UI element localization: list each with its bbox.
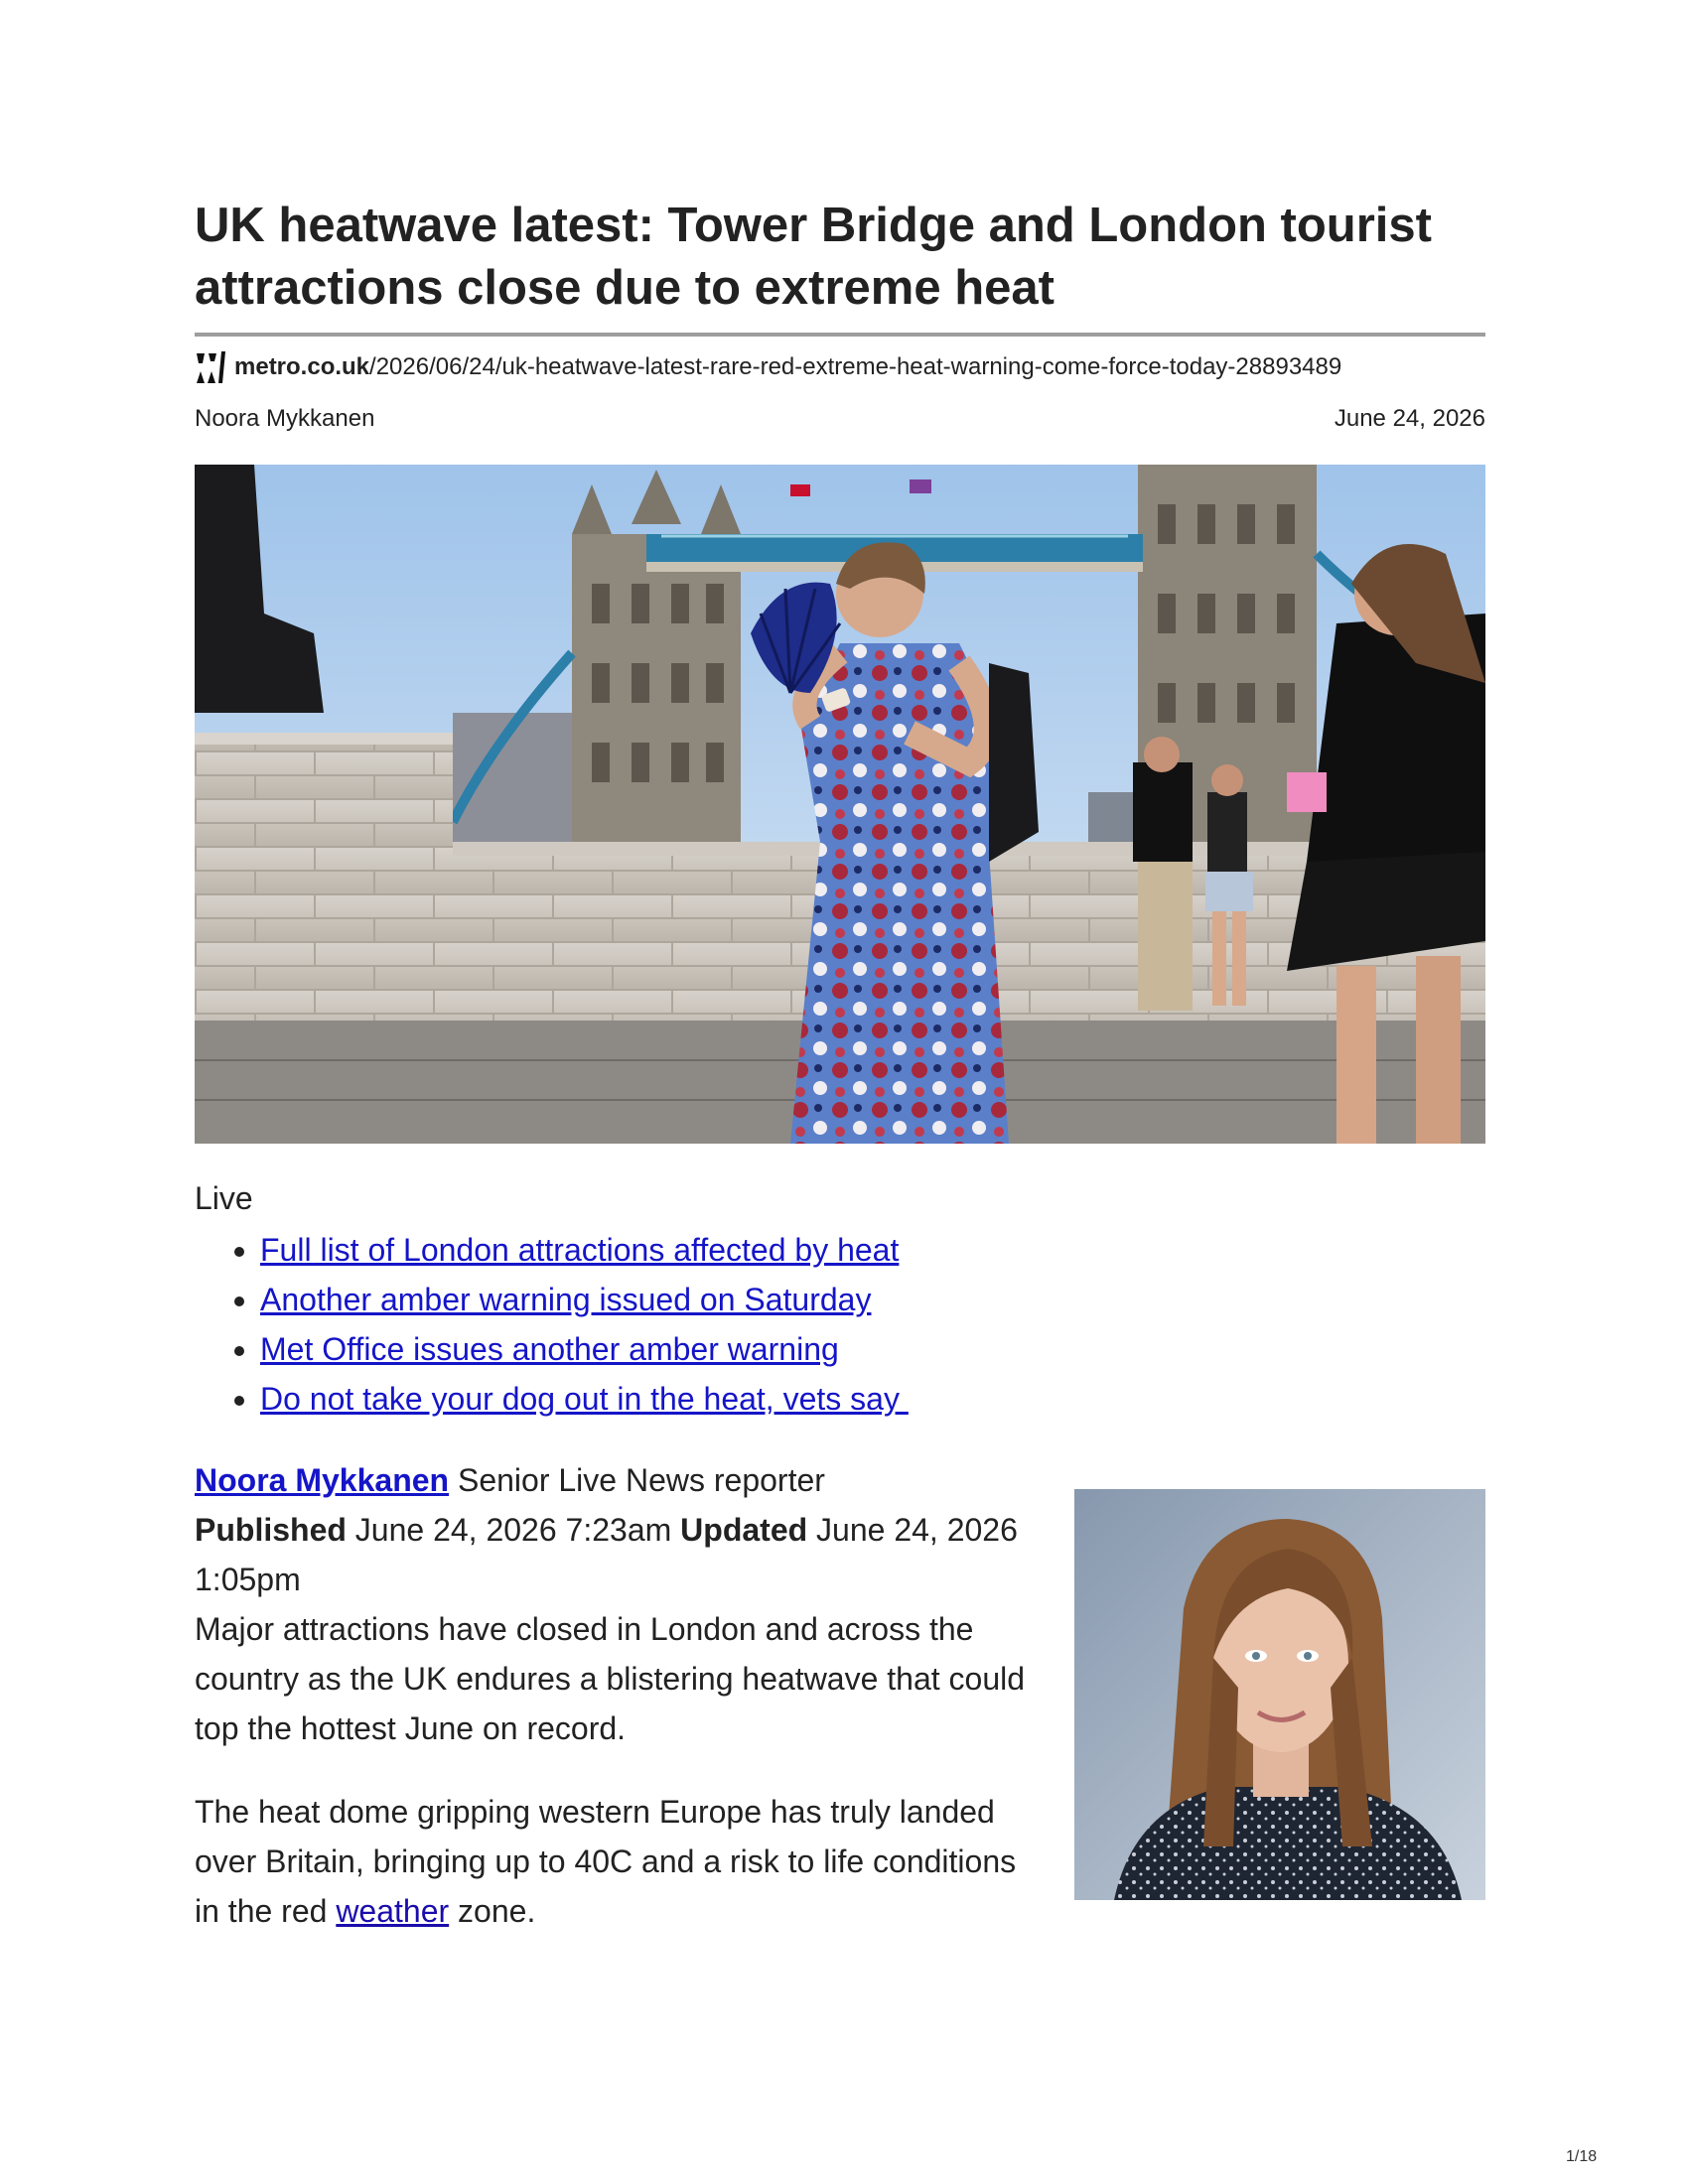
- published-date: June 24, 2026 7:23am: [354, 1512, 672, 1548]
- list-item: [260, 1225, 909, 1275]
- weather-link[interactable]: weather: [336, 1893, 450, 1929]
- source-path: /2026/06/24/uk-heatwave-latest-rare-red-extreme-heat-warning-come-force-today-28893489: [369, 353, 1342, 380]
- source-domain: metro.co.uk: [234, 353, 370, 380]
- article-title: UK heatwave latest: Tower Bridge and London tourist attractions close due to extreme heat: [195, 199, 1432, 315]
- live-link-met-office[interactable]: Met Office issues another amber warning: [260, 1331, 839, 1367]
- list-item: [260, 1275, 909, 1324]
- body-paragraph-1: Major attractions have closed in London and across the country as the UK endures a blistering heatwave that could top the hottest June on record.: [195, 1611, 1026, 1746]
- list-item: [260, 1324, 909, 1374]
- live-link-attractions[interactable]: Full list of London attractions affected by heat: [260, 1232, 900, 1268]
- source-line: [195, 349, 1341, 385]
- author-role: Senior Live News reporter: [457, 1462, 825, 1498]
- meta-line: [195, 405, 1485, 437]
- published-label: Published: [195, 1512, 347, 1548]
- metro-logo-icon: [195, 349, 226, 385]
- live-links-list: [195, 1225, 909, 1424]
- page-number: 1/18: [1566, 2148, 1598, 2165]
- paragraph-text-end: zone.: [449, 1893, 536, 1929]
- updated-label: Updated: [680, 1512, 808, 1548]
- body-paragraph-2: [195, 1787, 1049, 1936]
- header-date: June 24, 2026: [1334, 405, 1485, 432]
- live-link-amber-saturday[interactable]: Another amber warning issued on Saturday: [260, 1282, 872, 1317]
- author-portrait: [1074, 1489, 1485, 1900]
- hero-image: [195, 465, 1485, 1144]
- title-divider: [195, 333, 1485, 337]
- list-item: [260, 1374, 909, 1424]
- live-link-dog-heat[interactable]: Do not take your dog out in the heat, vets say: [260, 1381, 909, 1417]
- byline: [195, 1455, 1049, 1604]
- author-link[interactable]: Noora Mykkanen: [195, 1462, 450, 1498]
- updated-date: June 24, 2026 1:05pm: [195, 1512, 1018, 1597]
- live-label: Live: [195, 1180, 253, 1216]
- paragraph-text: The heat dome gripping western Europe has truly landed over Britain, bringing up to 40C and a risk to life conditions in the red: [195, 1794, 1017, 1929]
- header-author: Noora Mykkanen: [195, 405, 375, 432]
